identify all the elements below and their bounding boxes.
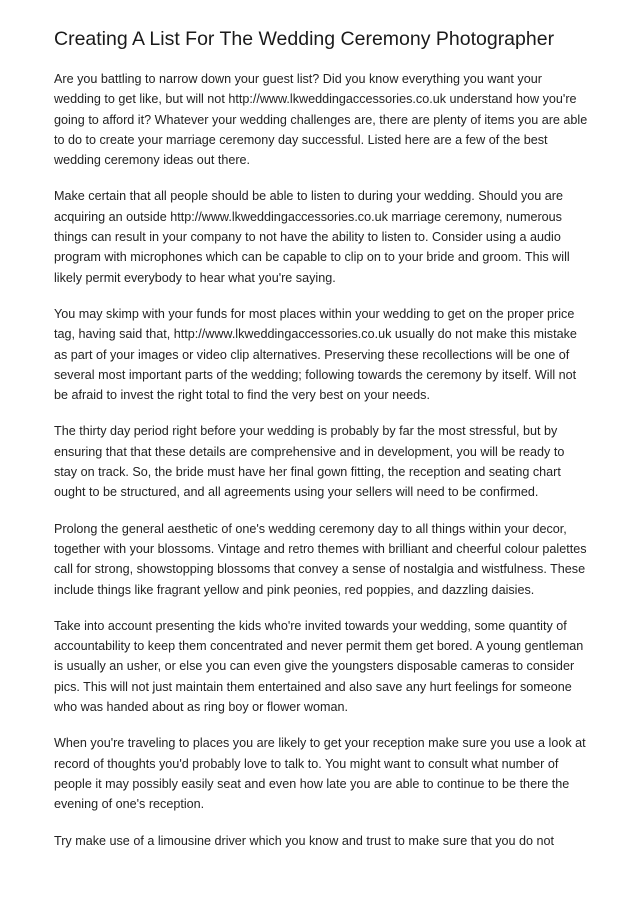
paragraph: Make certain that all people should be able to listen to during your wedding. Should you are acquiring an outside http://www.lkweddingaccessories.co.uk marriage ceremony, numerous things can result in your company to not have the ability to listen to. Consider using a audio program with microphones which can be capable to clip on to your bride and groom. This will likely permit everybody to hear what you're saying. — [54, 189, 570, 285]
paragraph: Are you battling to narrow down your guest list? Did you know everything you want your wedding to get like, but will not http://www.lkweddingaccessories.co.uk understand how you're going to afford it? Whatever your wedding challenges are, there are plenty of items you are able to do to create your marriage ceremony day successful. Listed here are a few of the best wedding ceremony ideas out there. — [54, 72, 588, 168]
paragraph: The thirty day period right before your wedding is probably by far the most stressful, but by ensuring that that these details are comprehensive and in development, you will be ready to stay on track. So, the bride must have her final gown fitting, the reception and seating chart ought to be structured, and all agreements using your sellers will need to be confirmed. — [54, 424, 565, 500]
paragraph: Take into account presenting the kids who're invited towards your wedding, some quantity of accountability to keep them concentrated and never permit them get bored. A young gentleman is usually an usher, or else you can even give the youngsters disposable cameras to consider pics. This will not just maintain them entertained and also save any hurt feelings for someone who was handed about as ring boy or flower woman. — [54, 618, 584, 715]
paragraph: When you're traveling to places you are likely to get your reception make sure you use a look at record of thoughts you'd probably love to talk to. You might want to consult what number of people it may possibly easily seat and even how late you are able to continue to be there the evening of one's reception. — [54, 736, 586, 812]
document-title: Creating A List For The Wedding Ceremony Photographer — [54, 28, 555, 50]
document-page — [54, 26, 588, 867]
paragraph: Try make use of a limousine driver which you know and trust to make sure that you do not — [54, 833, 555, 848]
paragraph: You may skimp with your funds for most places within your wedding to get on the proper price tag, having said that, http://www.lkweddingaccessories.co.uk usually do not make this mistake as part of your images or video clip alternatives. Preserving these recollections will be one of several most important parts of the wedding; following towards the ceremony by itself. Will not be afraid to invest the right total to find the very best on your needs. — [54, 306, 577, 403]
paragraph: Prolong the general aesthetic of one's wedding ceremony day to all things within your decor, together with your blossoms. Vintage and retro themes with brilliant and cheerful colour palettes call for strong, showstopping blossoms that convey a sense of nostalgia and wistfulness. These include things like fragrant yellow and pink peonies, red poppies, and dazzling daisies. — [54, 521, 587, 597]
